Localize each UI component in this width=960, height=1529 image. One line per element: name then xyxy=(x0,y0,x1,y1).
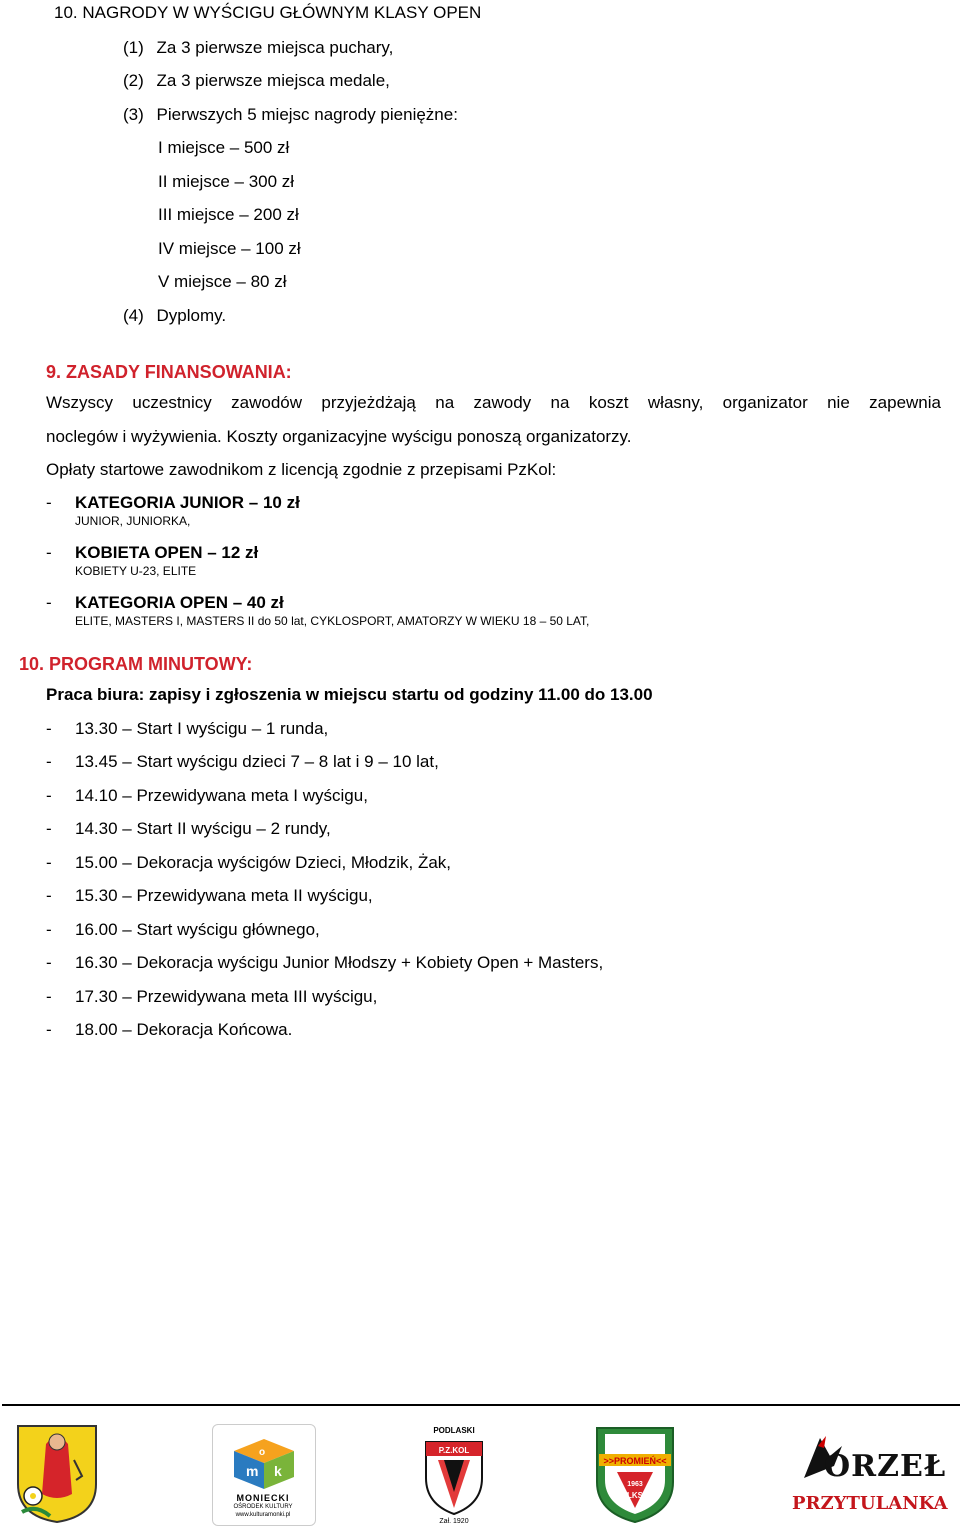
schedule-text: 16.00 – Start wyścigu głównego, xyxy=(75,920,320,939)
schedule-item: - 13.45 – Start wyścigu dzieci 7 – 8 lat i 9 – 10 lat, xyxy=(46,752,439,771)
schedule-item: - 16.00 – Start wyścigu głównego, xyxy=(46,920,320,939)
schedule-text: 14.30 – Start II wyścigu – 2 rundy, xyxy=(75,819,331,838)
prize-num: (1) xyxy=(123,38,144,57)
orzel-logo xyxy=(790,1432,948,1522)
schedule-text: 14.10 – Przewidywana meta I wyścigu, xyxy=(75,786,368,805)
bullet-dash: - xyxy=(46,543,52,562)
money-prize-1: I miejsce – 500 zł xyxy=(158,138,290,157)
coat-of-arms-logo xyxy=(16,1424,98,1524)
schedule-text: 16.30 – Dekoracja wyścigu Junior Młodszy + Kobiety Open + Masters, xyxy=(75,953,604,972)
prize-item-2 xyxy=(123,71,390,91)
schedule-item: - 16.30 – Dekoracja wyścigu Junior Młodszy + Kobiety Open + Masters, xyxy=(46,953,604,972)
section-10-title xyxy=(19,654,252,674)
prize-num: (2) xyxy=(123,71,144,90)
money-prize-5: V miejsce – 80 zł xyxy=(158,272,287,291)
mok-subtitle: OŚRODEK KULTURY xyxy=(233,1504,293,1510)
svg-text:1963: 1963 xyxy=(627,1481,643,1488)
pzkol-logo xyxy=(418,1424,490,1528)
money-prize-2: II miejsce – 300 zł xyxy=(158,172,295,191)
cube-icon xyxy=(214,1431,314,1491)
section-9-title xyxy=(46,362,292,382)
bullet-dash: - xyxy=(46,493,52,512)
bullet-dash: - xyxy=(46,593,52,612)
section-9-paragraph-line-3: Opłaty startowe zawodnikom z licencją zgodnie z przepisami PzKol: xyxy=(46,460,557,479)
footer-divider xyxy=(2,1404,960,1406)
fee-title: KATEGORIA JUNIOR – 10 zł xyxy=(75,493,300,512)
section-10-heading: 10. PROGRAM MINUTOWY: xyxy=(19,654,253,674)
prize-text: Dyplomy. xyxy=(156,306,227,325)
prize-text: Za 3 pierwsze miejsca medale, xyxy=(156,71,390,90)
fee-title: KOBIETA OPEN – 12 zł xyxy=(75,543,259,562)
schedule-text: 13.30 – Start I wyścigu – 1 runda, xyxy=(75,719,329,738)
section-9-paragraph-line-1: Wszyscy uczestnicy zawodów przyjeżdżają na zawody na koszt własny, organizator nie zapewnia xyxy=(46,393,941,412)
prize-item-4 xyxy=(123,306,226,326)
fee-sub-women: KOBIETY U-23, ELITE xyxy=(75,564,197,578)
schedule-text: 18.00 – Dekoracja Końcowa. xyxy=(75,1020,293,1039)
fee-row-women xyxy=(46,543,259,563)
schedule-item: - 14.10 – Przewidywana meta I wyścigu, xyxy=(46,786,368,805)
section-heading-prizes: 10. NAGRODY W WYŚCIGU GŁÓWNYM KLASY OPEN xyxy=(54,3,482,22)
svg-text:k: k xyxy=(274,1463,282,1479)
prize-text: Za 3 pierwsze miejsca puchary, xyxy=(156,38,394,57)
crest-icon xyxy=(16,1424,98,1524)
fee-title: KATEGORIA OPEN – 40 zł xyxy=(75,593,284,612)
pzkol-top-text: PODLASKI xyxy=(433,1426,475,1435)
schedule-item: - 18.00 – Dekoracja Końcowa. xyxy=(46,1020,293,1039)
mok-url: www.kulturamonki.pl xyxy=(235,1512,291,1518)
schedule-text: 17.30 – Przewidywana meta III wyścigu, xyxy=(75,987,378,1006)
schedule-text: 15.30 – Przewidywana meta II wyścigu, xyxy=(75,886,373,905)
schedule-text: 15.00 – Dekoracja wyścigów Dzieci, Młodzik, Żak, xyxy=(75,853,452,872)
svg-text:o: o xyxy=(259,1447,266,1458)
orzel-subtitle: PRZYTULANKA xyxy=(792,1493,948,1514)
orzel-title: ORZEŁ xyxy=(824,1449,947,1484)
schedule-item: - 15.00 – Dekoracja wyścigów Dzieci, Młodzik, Żak, xyxy=(46,853,452,872)
promien-shield-icon xyxy=(595,1424,675,1524)
fee-sub-open: ELITE, MASTERS I, MASTERS II do 50 lat, CYKLOSPORT, AMATORZY W WIEKU 18 – 50 LAT, xyxy=(75,614,590,628)
fee-sub-junior: JUNIOR, JUNIORKA, xyxy=(75,514,191,528)
schedule-item: - 13.30 – Start I wyścigu – 1 runda, xyxy=(46,719,329,738)
money-prize-3: III miejsce – 200 zł xyxy=(158,205,299,224)
pzkol-emblem-icon xyxy=(418,1438,490,1516)
prize-num: (4) xyxy=(123,306,144,325)
svg-text:LKS: LKS xyxy=(627,1491,643,1500)
fee-row-open xyxy=(46,593,284,613)
schedule-item: - 14.30 – Start II wyścigu – 2 rundy, xyxy=(46,819,331,838)
schedule-item: - 17.30 – Przewidywana meta III wyścigu, xyxy=(46,987,378,1006)
pzkol-bottom-text: Zał. 1920 xyxy=(439,1518,469,1525)
section-9-heading: 9. ZASADY FINANSOWANIA: xyxy=(46,362,292,382)
office-hours: Praca biura: zapisy i zgłoszenia w miejscu startu od godziny 11.00 do 13.00 xyxy=(46,685,653,704)
money-prize-4: IV miejsce – 100 zł xyxy=(158,239,301,258)
promien-logo xyxy=(595,1424,675,1524)
fee-row-junior xyxy=(46,493,300,513)
section-9-paragraph-line-2: noclegów i wyżywienia. Koszty organizacyjne wyścigu ponoszą organizatorzy. xyxy=(46,427,632,446)
svg-text:>>PROMIEŃ<<: >>PROMIEŃ<< xyxy=(603,1456,667,1466)
svg-text:P.Z.KOL: P.Z.KOL xyxy=(438,1446,470,1455)
prize-num: (3) xyxy=(123,105,144,124)
schedule-item: - 15.30 – Przewidywana meta II wyścigu, xyxy=(46,886,373,905)
svg-text:m: m xyxy=(246,1463,259,1479)
prize-item-1 xyxy=(123,38,393,58)
prize-text: Pierwszych 5 miejsc nagrody pieniężne: xyxy=(156,105,458,124)
prize-item-3 xyxy=(123,105,458,125)
mok-logo xyxy=(212,1424,316,1526)
mok-name: MONIECKI xyxy=(236,1493,290,1503)
schedule-text: 13.45 – Start wyścigu dzieci 7 – 8 lat i 9 – 10 lat, xyxy=(75,752,439,771)
